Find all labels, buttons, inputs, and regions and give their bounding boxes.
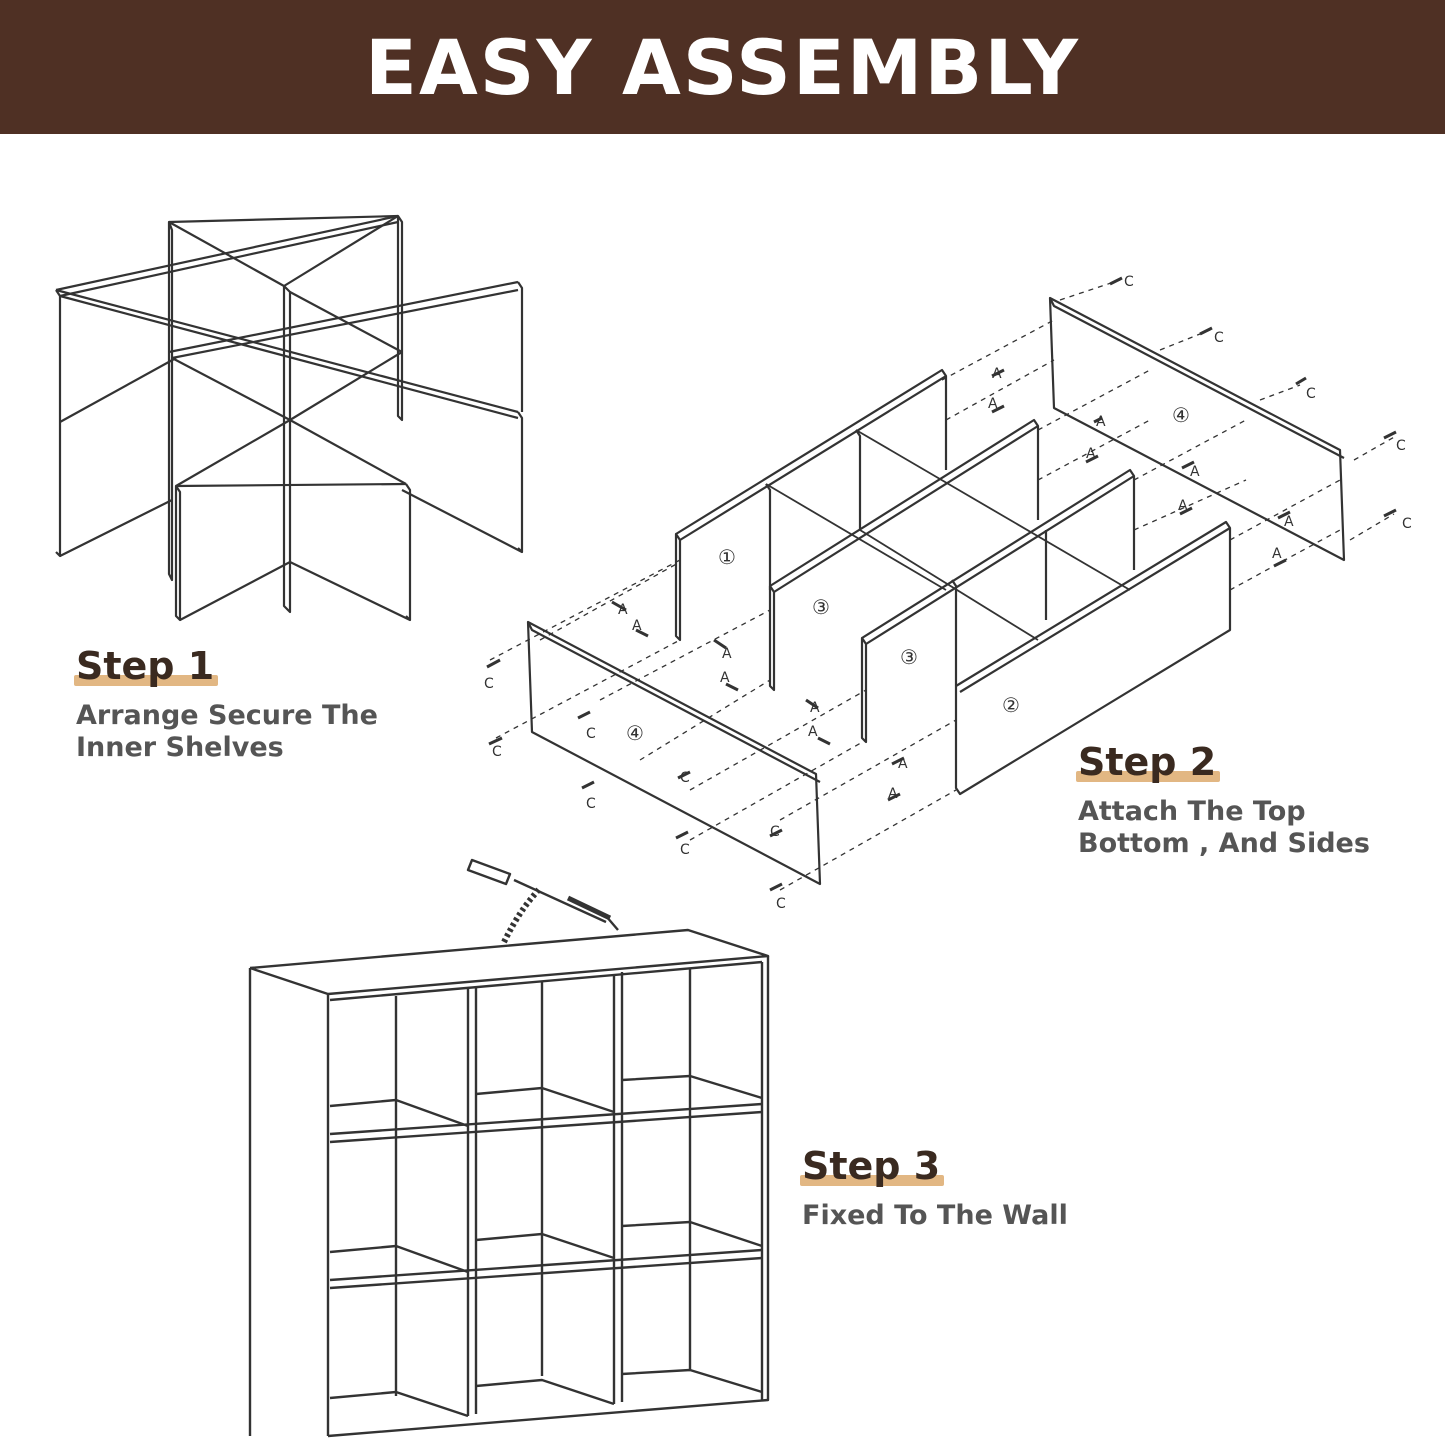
hw-a: A <box>1178 498 1188 514</box>
hw-c: C <box>1306 386 1316 402</box>
hw-a: A <box>808 724 818 740</box>
hw-a: A <box>988 396 998 412</box>
hw-a: A <box>1096 414 1106 430</box>
step-3-title: Step 3 <box>802 1144 941 1188</box>
hw-c: C <box>586 726 596 742</box>
step-1 <box>76 644 378 764</box>
hw-c: C <box>680 770 690 786</box>
step-3 <box>802 1144 1068 1232</box>
step-1-title: Step 1 <box>76 644 215 688</box>
step-1-description: Arrange Secure The Inner Shelves <box>76 700 378 763</box>
part-label-3a: ③ <box>812 595 830 619</box>
hw-c: C <box>680 842 690 858</box>
hw-a: A <box>1284 514 1294 530</box>
page-title: EASY ASSEMBLY <box>365 22 1080 112</box>
part-label-3b: ③ <box>900 645 918 669</box>
step-2 <box>1078 740 1370 860</box>
part-label-4b: ④ <box>626 721 644 745</box>
hw-c: C <box>776 896 786 912</box>
hw-c: C <box>1396 438 1406 454</box>
step-3-description: Fixed To The Wall <box>802 1200 1068 1231</box>
hw-a: A <box>810 700 820 716</box>
hw-c: C <box>1124 274 1134 290</box>
part-label-1: ① <box>718 545 736 569</box>
hw-c: C <box>770 824 780 840</box>
bookcase-drawing <box>250 860 768 1436</box>
hw-c: C <box>586 796 596 812</box>
hw-c: C <box>492 744 502 760</box>
part-label-4a: ④ <box>1172 403 1190 427</box>
hw-a: A <box>1190 464 1200 480</box>
step-2-description: Attach The Top Bottom , And Sides <box>1078 796 1370 859</box>
hw-a: A <box>898 756 908 772</box>
inner-shelves-drawing <box>56 216 522 620</box>
hw-a: A <box>722 646 732 662</box>
hw-c: C <box>1402 516 1412 532</box>
part-label-2: ② <box>1002 693 1020 717</box>
hw-c: C <box>484 676 494 692</box>
hw-a: A <box>888 786 898 802</box>
hw-a: A <box>720 670 730 686</box>
hw-a: A <box>632 618 642 634</box>
hw-a: A <box>1086 446 1096 462</box>
hw-a: A <box>992 366 1002 382</box>
step-2-title: Step 2 <box>1078 740 1217 784</box>
hw-c: C <box>1214 330 1224 346</box>
hw-a: A <box>618 602 628 618</box>
hw-a: A <box>1272 546 1282 562</box>
